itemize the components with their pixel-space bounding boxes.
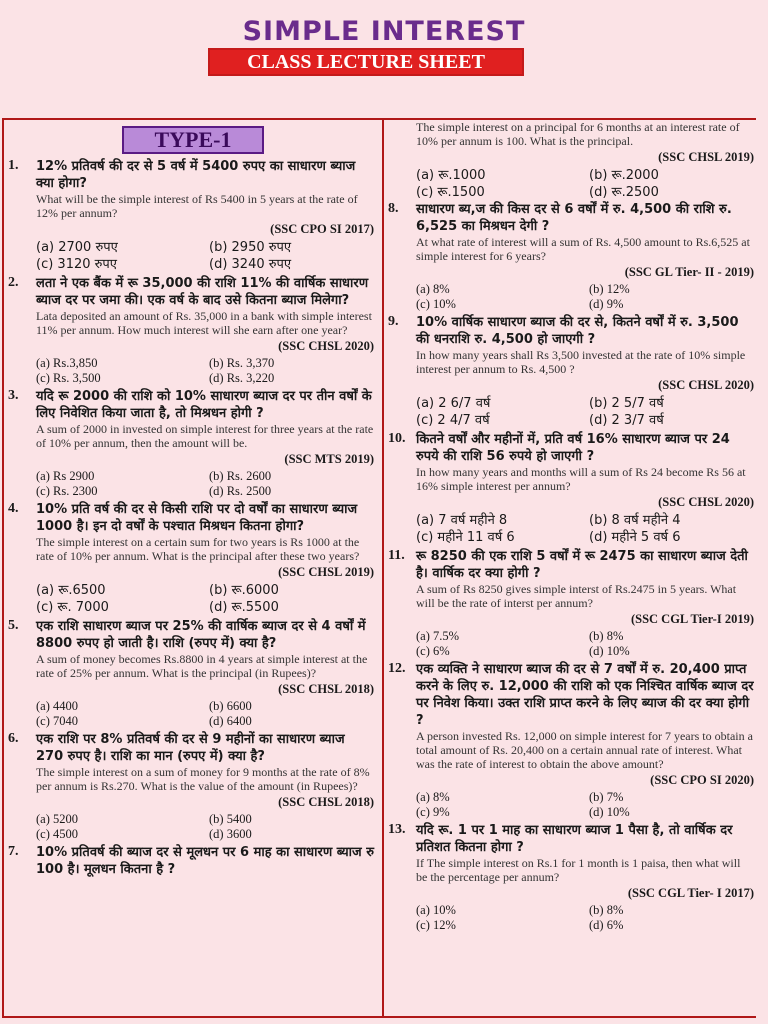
question-english: A sum of money becomes Rs.8800 in 4 years at simple interest at the rate of 25% per annum. What is the principal (in Rupees)? (36, 652, 368, 680)
option: (c) महीने 11 वर्ष 6 (416, 530, 515, 545)
option: (c) रू. 7000 (36, 600, 109, 615)
options-grid (416, 512, 754, 546)
option: (a) 8% (416, 790, 450, 804)
option: (d) 10% (589, 644, 630, 658)
question-number: 4. (8, 501, 19, 516)
option: (d) 6400 (209, 714, 252, 728)
option: (a) 5200 (36, 812, 78, 826)
option: (b) 7% (589, 790, 624, 804)
option: (c) 6% (416, 644, 450, 658)
options-grid (416, 282, 754, 312)
question-item (388, 314, 754, 429)
question-number: 8. (388, 201, 399, 216)
question-hindi: एक व्यक्ति ने साधारण ब्याज की दर से 7 वर्षों में रु. 20,400 प्राप्त करने के लिए रु. 12,000 की राशि को एक निश्चित वार्षिक ब्याज दर पर निवेश किया। उक्त राशि प्राप्त करने के लिए ब्याज की दर क्या होगी ? (416, 662, 754, 728)
option: (b) रू.6000 (209, 583, 279, 598)
option: (a) रू.1000 (416, 168, 486, 183)
question-source: (SSC CHSL 2020) (658, 495, 754, 509)
question-item (388, 201, 754, 312)
question-hindi: यदि रू. 1 पर 1 माह का साधारण ब्याज 1 पैसा है, तो वार्षिक दर प्रतिशत कितना होगा ? (416, 823, 733, 855)
question-item (8, 731, 374, 842)
question-hindi: 10% प्रतिवर्ष की ब्याज दर से मूलधन पर 6 माह का साधारण ब्याज रु 100 है। मूलधन कितना है ? (36, 845, 374, 877)
question-item (388, 822, 754, 933)
option: (a) 2 6/7 वर्ष (416, 396, 491, 411)
left-column (8, 120, 374, 880)
options-grid (388, 167, 754, 201)
options-grid (416, 395, 754, 429)
option: (c) 7040 (36, 714, 78, 728)
option: (b) 8% (589, 903, 624, 917)
question-number: 10. (388, 431, 406, 446)
question-number: 12. (388, 661, 406, 676)
question-hindi: 12% प्रतिवर्ष की दर से 5 वर्ष में 5400 रुपए का साधारण ब्याज क्या होगा? (36, 159, 356, 191)
question-source: (SSC CGL Tier- I 2017) (627, 886, 754, 900)
option: (b) 8 वर्ष महीने 4 (589, 513, 681, 528)
question-english: A sum of Rs 8250 gives simple interst of Rs.2475 in 5 years. What will be the rate of interst per annum? (416, 582, 737, 610)
option: (d) 9% (589, 297, 624, 311)
option: (a) 8% (416, 282, 450, 296)
option: (a) 7 वर्ष महीने 8 (416, 513, 508, 528)
question-number: 6. (8, 731, 19, 746)
option: (c) Rs. 3,500 (36, 371, 101, 385)
question-english: At what rate of interest will a sum of Rs. 4,500 amount to Rs.6,525 at simple interest for 6 years? (416, 235, 750, 263)
question-number: 5. (8, 618, 19, 633)
question-english: The simple interest on a sum of money for 9 months at the rate of 8% per annum is Rs.270. What is the value of the amount (in Rupees)? (36, 765, 370, 793)
option: (c) 2 4/7 वर्ष (416, 413, 490, 428)
option: (a) 7.5% (416, 629, 460, 643)
question-item (8, 618, 374, 729)
question-source: (SSC CHSL 2019) (658, 150, 754, 164)
option: (d) 10% (589, 805, 630, 819)
question-item (8, 275, 374, 386)
option: (c) 9% (416, 805, 450, 819)
options-grid (416, 790, 754, 820)
question-english: The simple interest on a certain sum for two years is Rs 1000 at the rate of 10% per annum. What is the principal after these two years? (36, 535, 360, 563)
type-badge: TYPE-1 (122, 126, 264, 154)
question-number: 13. (388, 822, 406, 837)
question-source: (SSC CHSL 2019) (278, 565, 374, 579)
option: (b) रू.2000 (589, 168, 659, 183)
options-grid (36, 699, 374, 729)
option: (c) 12% (416, 918, 456, 932)
question-item (388, 548, 754, 659)
question-english: A sum of 2000 in invested on simple interest for three years at the rate of 10% per annum, then the amount will be. (36, 422, 374, 450)
question-english: What will be the simple interest of Rs 5400 in 5 years at the rate of 12% per annum? (36, 192, 358, 220)
options-grid (36, 812, 374, 842)
option: (a) Rs.3,850 (36, 356, 98, 370)
question-source: (SSC CPO SI 2020) (650, 773, 754, 787)
option: (c) 10% (416, 297, 456, 311)
options-grid (36, 356, 374, 386)
option: (b) Rs. 3,370 (209, 356, 275, 370)
question-item (8, 388, 374, 499)
question-number: 3. (8, 388, 19, 403)
question-hindi: एक राशि साधारण ब्याज पर 25% की वार्षिक ब्याज दर से 4 वर्षों में 8800 रुपए हो जाती है। राशि (रुपए में) क्या है? (36, 619, 366, 651)
question-item (8, 844, 374, 878)
option: (d) Rs. 3,220 (209, 371, 275, 385)
option: (d) 3600 (209, 827, 252, 841)
question-english: In how many years shall Rs 3,500 invested at the rate of 10% simple interest per annum to Rs. 4,500 ? (416, 348, 746, 376)
question-source: (SSC MTS 2019) (284, 452, 374, 466)
question-7-continued (388, 120, 754, 201)
question-source: (SSC CHSL 2020) (278, 339, 374, 353)
page-title: SIMPLE INTEREST (242, 16, 526, 47)
question-hindi: साधारण ब्य,ज की किस दर से 6 वर्षों में रु. 4,500 की राशि रु. 6,525 का मिश्रधन देगी ? (416, 202, 732, 234)
header (0, 0, 768, 118)
question-number: 2. (8, 275, 19, 290)
options-grid (36, 239, 374, 273)
question-hindi: रू 8250 की एक राशि 5 वर्षों में रू 2475 का साधारण ब्याज देती है। वार्षिक दर क्या होगी ? (416, 549, 748, 581)
question-number: 9. (388, 314, 399, 329)
option: (d) रू.5500 (209, 600, 279, 615)
option: (b) 2 5/7 वर्ष (589, 396, 664, 411)
question-source: (SSC CHSL 2020) (658, 378, 754, 392)
question-item (8, 158, 374, 273)
question-source: (SSC CHSL 2018) (278, 795, 374, 809)
option: (a) 2700 रुपए (36, 240, 118, 255)
option: (d) महीने 5 वर्ष 6 (589, 530, 681, 545)
question-source: (SSC GL Tier- II - 2019) (624, 265, 754, 279)
subtitle-banner: CLASS LECTURE SHEET (210, 50, 522, 74)
option: (b) 12% (589, 282, 630, 296)
question-source: (SSC CPO SI 2017) (270, 222, 374, 236)
question-source: (SSC CGL Tier-I 2019) (630, 612, 754, 626)
option: (b) 8% (589, 629, 624, 643)
column-divider (382, 118, 384, 1018)
option: (b) 6600 (209, 699, 252, 713)
question-number: 1. (8, 158, 19, 173)
question-hindi: कितने वर्षों और महीनों में, प्रति वर्ष 16% साधारण ब्याज पर 24 रुपये की राशि 56 रुपये हो जाएगी ? (416, 432, 730, 464)
option: (d) रू.2500 (589, 185, 659, 200)
question-item (8, 501, 374, 616)
options-grid (416, 903, 754, 933)
option: (c) 4500 (36, 827, 78, 841)
question-hindi: एक राशि पर 8% प्रतिवर्ष की दर से 9 महीनों का साधारण ब्याज 270 रुपए है। राशि का मान (रुपए में) क्या है? (36, 732, 345, 764)
option: (d) 6% (589, 918, 624, 932)
question-source: (SSC CHSL 2018) (278, 682, 374, 696)
question-english: A person invested Rs. 12,000 on simple interest for 7 years to obtain a total amount of Rs. 20,400 on a certain annual rate of interest. What was the rate of interest to obtain the above amount? (416, 729, 753, 771)
question-item (388, 661, 754, 820)
option: (b) 5400 (209, 812, 252, 826)
option: (a) रू.6500 (36, 583, 106, 598)
option: (d) Rs. 2500 (209, 484, 272, 498)
question-hindi: यदि रू 2000 की राशि को 10% साधारण ब्याज दर पर तीन वर्षों के लिए निवेशित किया जाता है, तो मिश्रधन होगी ? (36, 389, 372, 421)
option: (b) Rs. 2600 (209, 469, 272, 483)
question-hindi: 10% वार्षिक साधारण ब्याज की दर से, कितने वर्षों में रु. 3,500 की धनराशि रु. 4,500 हो जाएगी ? (416, 315, 739, 347)
options-grid (36, 469, 374, 499)
option: (d) 3240 रुपए (209, 257, 292, 272)
question-number: 7. (8, 844, 19, 859)
question-item (388, 431, 754, 546)
options-grid (416, 629, 754, 659)
question-english: If The simple interest on Rs.1 for 1 month is 1 paisa, then what will be the percentage per annum? (416, 856, 741, 884)
option: (b) 2950 रुपए (209, 240, 292, 255)
option: (d) 2 3/7 वर्ष (589, 413, 664, 428)
option: (a) Rs 2900 (36, 469, 95, 483)
question-english: The simple interest on a principal for 6 months at an interest rate of 10% per annum is 100. What is the principal. (416, 120, 740, 148)
question-hindi: लता ने एक बैंक में रू 35,000 की राशि 11% की वार्षिक साधारण ब्याज दर पर जमा की। एक वर्ष के बाद उसे कितना ब्याज मिलेगा? (36, 276, 369, 308)
question-english: Lata deposited an amount of Rs. 35,000 in a bank with simple interest 11% per annum. How much interest will she earn after one year? (36, 309, 372, 337)
question-english: In how many years and months will a sum of Rs 24 become Rs 56 at 16% simple interest per annum? (416, 465, 746, 493)
option: (c) रू.1500 (416, 185, 485, 200)
options-grid (36, 582, 374, 616)
right-column (388, 120, 754, 935)
option: (c) 3120 रुपए (36, 257, 117, 272)
option: (c) Rs. 2300 (36, 484, 98, 498)
option: (a) 10% (416, 903, 456, 917)
question-number: 11. (388, 548, 405, 563)
question-hindi: 10% प्रति वर्ष की दर से किसी राशि पर दो वर्षों का साधारण ब्याज 1000 है। इन दो वर्षों के पश्चात मिश्रधन कितना होगा? (36, 502, 358, 534)
option: (a) 4400 (36, 699, 78, 713)
